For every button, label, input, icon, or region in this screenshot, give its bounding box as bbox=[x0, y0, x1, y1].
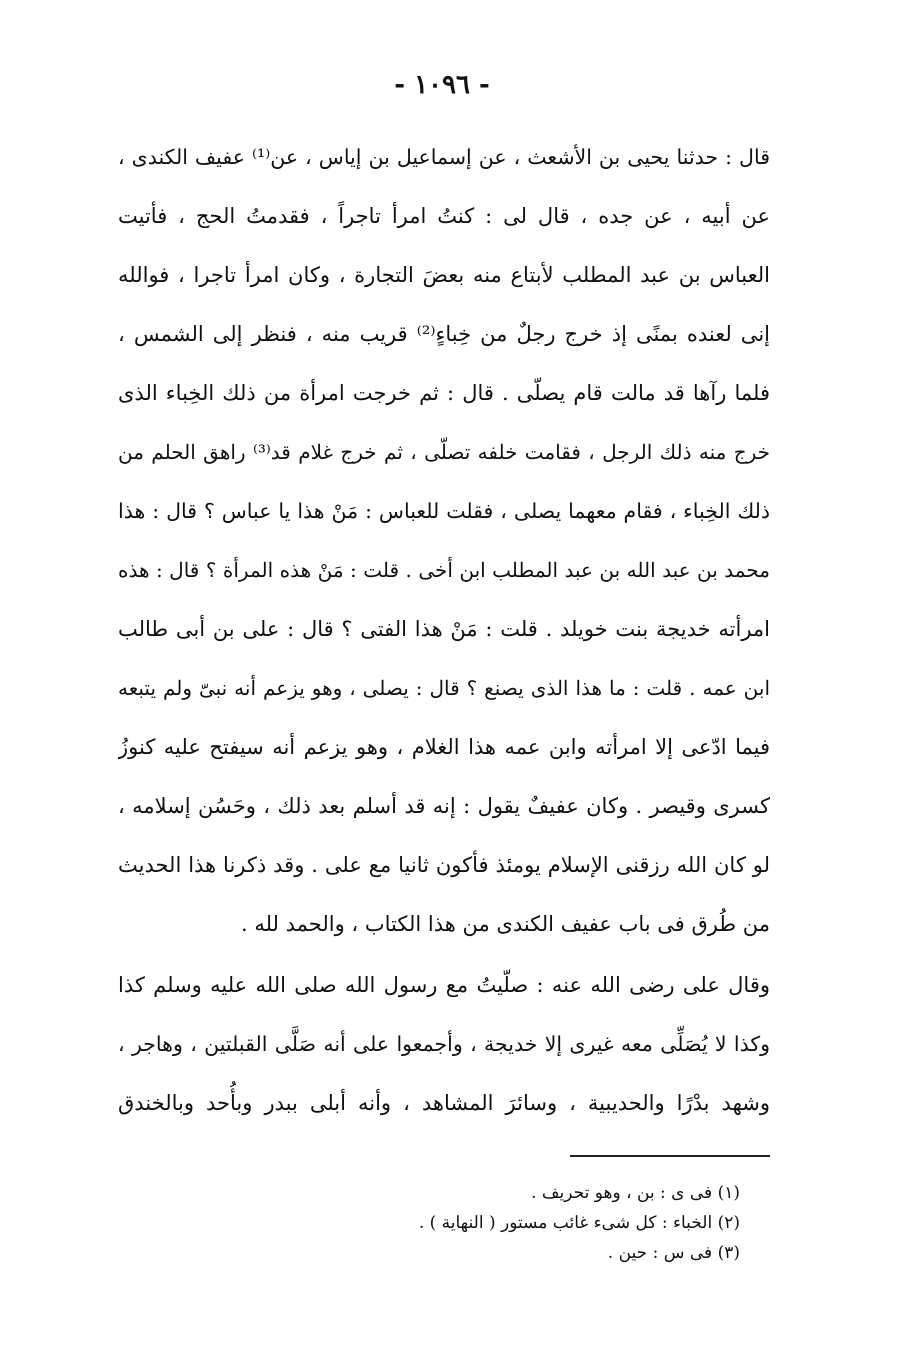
text-line: ذلك الخِباء ، فقام معهما يصلى ، فقلت للعباس : مَنْ هذا يا عباس ؟ قال : هذا bbox=[118, 499, 770, 523]
page-number: - ١٠٩٦ - bbox=[394, 70, 490, 100]
text-line: محمد بن عبد الله بن عبد المطلب ابن أخى . قلت : مَنْ هذه المرأة ؟ قال : هذه bbox=[118, 558, 770, 582]
text-line: فيما ادّعى إلا امرأته وابن عمه هذا الغلام ، وهو يزعم أنه سيفتح عليه كنوزُ bbox=[118, 735, 770, 759]
text-line: قال : حدثنا يحيى بن الأشعث ، عن إسماعيل بن إياس ، عن⁽¹⁾ عفيف الكندى ، bbox=[118, 145, 770, 169]
text-line: من طُرق فى باب عفيف الكندى من هذا الكتاب ، والحمد لله . bbox=[241, 912, 770, 936]
text-line: كسرى وقيصر . وكان عفيفٌ يقول : إنه قد أسلم بعد ذلك ، وحَسُن إسلامه ، bbox=[118, 794, 770, 818]
footnote-2: (٢) الخباء : كل شىء غائب مستور ( النهاية ) . bbox=[418, 1213, 740, 1233]
text-line: فلما رآها قد مالت قام يصلّى . قال : ثم خرجت امرأة من ذلك الخِباء الذى bbox=[118, 381, 770, 405]
text-line: ابن عمه . قلت : ما هذا الذى يصنع ؟ قال : يصلى ، وهو يزعم أنه نبىّ ولم يتبعه bbox=[118, 676, 770, 700]
text-line: إنى لعنده بمنًى إذ خرج رجلٌ من خِباءٍ⁽²⁾ قريب منه ، فنظر إلى الشمس ، bbox=[118, 322, 770, 346]
footnote-1: (١) فى ى : بن ، وهو تحريف . bbox=[531, 1183, 740, 1203]
paragraph-1 bbox=[118, 128, 770, 954]
text-line: عن أبيه ، عن جده ، قال لى : كنتُ امرأ تاجراً ، فقدمتُ الحج ، فأتيت bbox=[118, 204, 770, 228]
text-line: العباس بن عبد المطلب لأبتاع منه بعضَ التجارة ، وكان امرأ تاجرا ، فوالله bbox=[118, 263, 770, 287]
paragraph-2 bbox=[118, 956, 770, 1133]
text-line: وشهد بدْرًا والحديبية ، وسائرَ المشاهد ، وأنه أبلى ببدر وبأُحد وبالخندق bbox=[118, 1091, 770, 1115]
footnotes bbox=[300, 1178, 740, 1268]
text-line: وقال على رضى الله عنه : صلّيتُ مع رسول الله صلى الله عليه وسلم كذا bbox=[118, 973, 770, 997]
text-line: امرأته خديجة بنت خويلد . قلت : مَنْ هذا الفتى ؟ قال : على بن أبى طالب bbox=[118, 617, 770, 641]
footnote-separator bbox=[570, 1155, 770, 1157]
text-line: وكذا لا يُصَلِّى معه غيرى إلا خديجة ، وأجمعوا على أنه صَلَّى القبلتين ، وهاجر ، bbox=[118, 1032, 770, 1056]
text-line: خرج منه ذلك الرجل ، فقامت خلفه تصلّى ، ثم خرج غلام قد⁽³⁾ راهق الحلم من bbox=[118, 440, 770, 464]
footnote-3: (٣) فى س : حين . bbox=[607, 1243, 740, 1263]
text-line: لو كان الله رزقنى الإسلام يومئذ فأكون ثانيا مع على . وقد ذكرنا هذا الحديث bbox=[118, 853, 770, 877]
